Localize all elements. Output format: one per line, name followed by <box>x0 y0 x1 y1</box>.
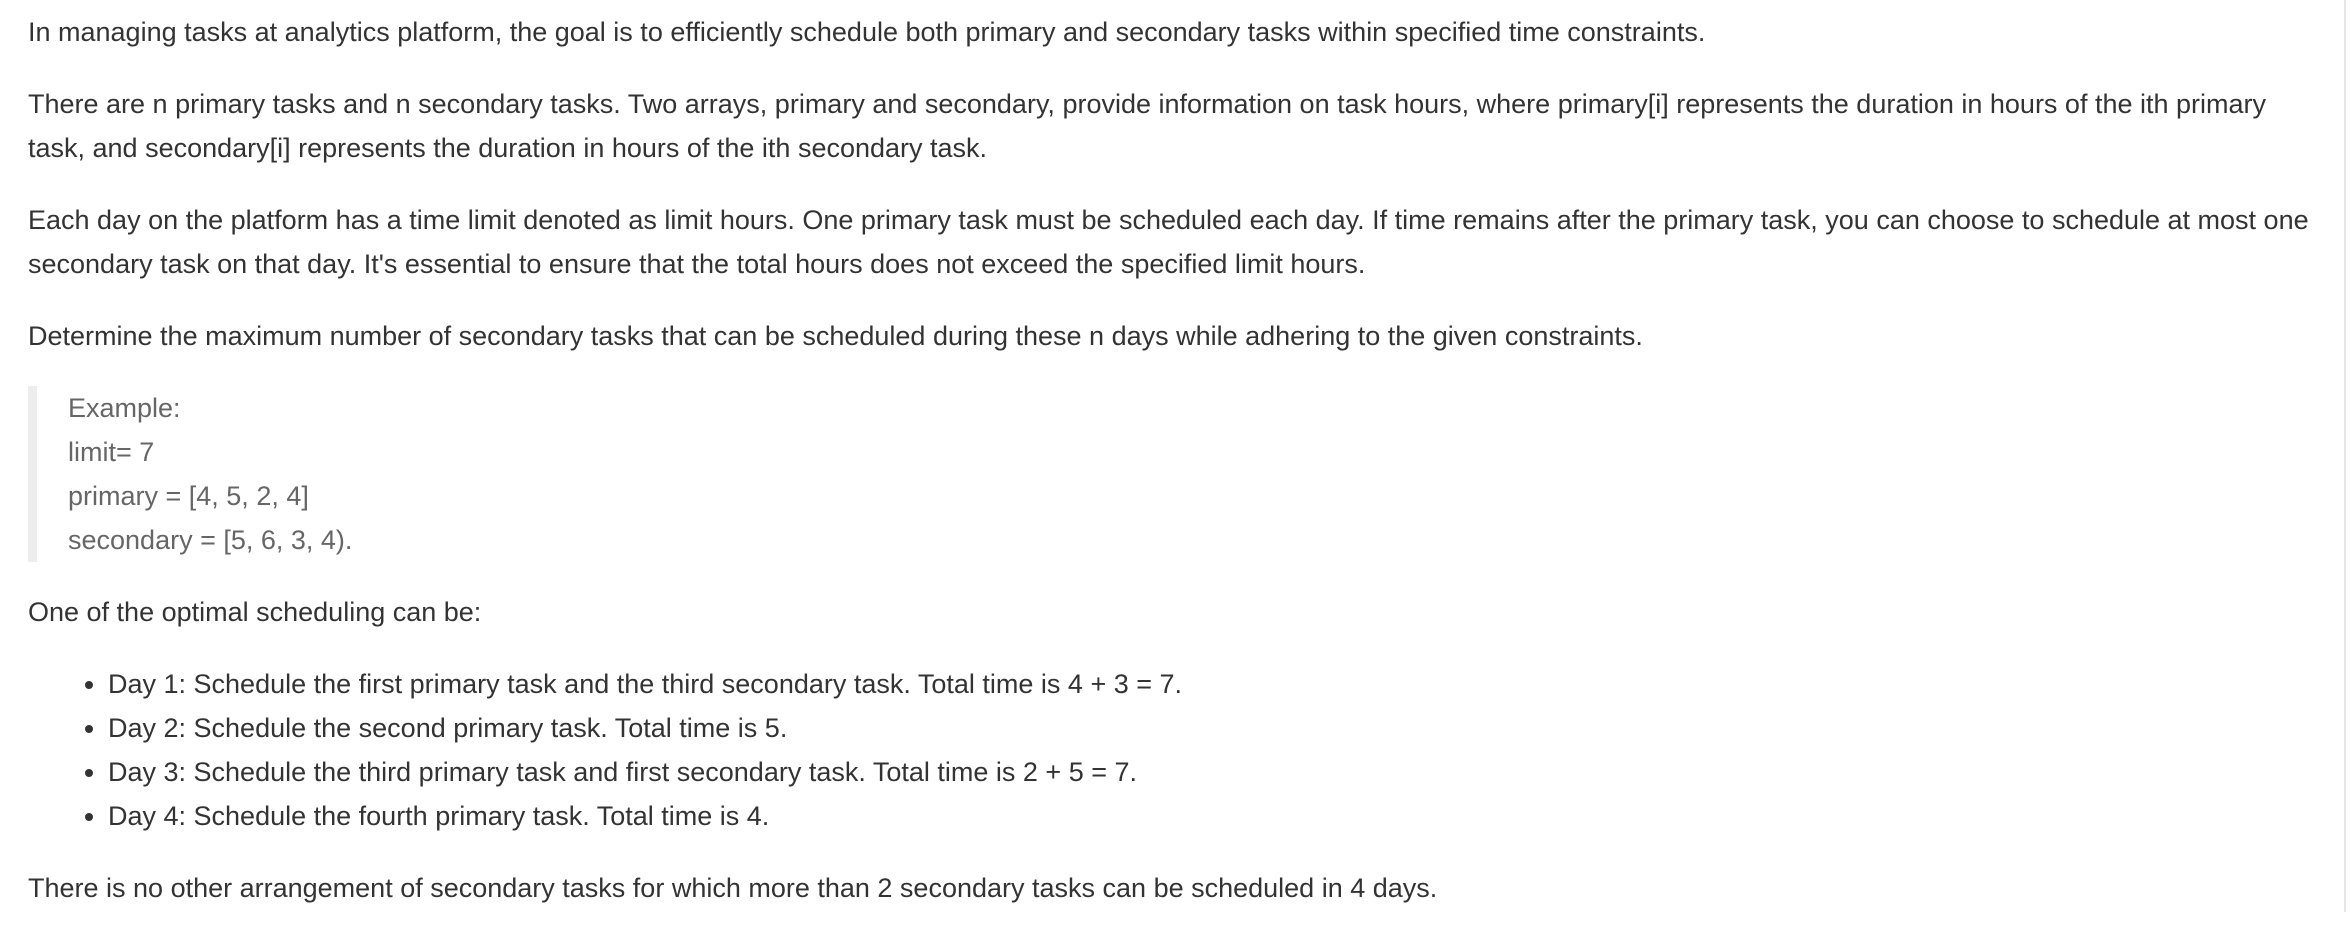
limit-paragraph: Each day on the platform has a time limit denoted as limit hours. One primary task must be scheduled each day. If time remains after the primary task, you can choose to schedule at most one secondary task on that day. It's essential to ensure that the total hours does not exceed the specified limit hours. <box>28 205 2309 279</box>
scrollbar[interactable] <box>2344 0 2352 912</box>
conclusion-paragraph: There is no other arrangement of secondary tasks for which more than 2 secondary tasks can be scheduled in 4 days. <box>28 873 1438 903</box>
list-item: • Day 3: Schedule the third primary task and first secondary task. Total time is 2 + 5 = 7. <box>108 750 2328 794</box>
list-item: • Day 1: Schedule the first primary task and the third secondary task. Total time is 4 + 3 = 7. <box>108 662 2328 706</box>
problem-statement <box>28 10 2328 938</box>
list-item: • Day 2: Schedule the second primary task. Total time is 5. <box>108 706 2328 750</box>
goal-paragraph: Determine the maximum number of secondary tasks that can be scheduled during these n days while adhering to the given constraints. <box>28 321 1643 351</box>
example-secondary: secondary = [5, 6, 3, 4). <box>68 525 353 555</box>
schedule-list <box>28 662 2328 838</box>
arrays-paragraph: There are n primary tasks and n secondary tasks. Two arrays, primary and secondary, provide information on task hours, where primary[i] represents the duration in hours of the ith primary task, and secondary[i] represents the duration in hours of the ith secondary task. <box>28 89 2267 163</box>
list-item: • Day 4: Schedule the fourth primary task. Total time is 4. <box>108 794 2328 838</box>
example-blockquote <box>28 386 2328 562</box>
intro-paragraph: In managing tasks at analytics platform, the goal is to efficiently schedule both primary and secondary tasks within specified time constraints. <box>28 17 1706 47</box>
schedule-intro: One of the optimal scheduling can be: <box>28 597 482 627</box>
example-heading: Example: <box>68 393 181 423</box>
example-limit: limit= 7 <box>68 437 155 467</box>
example-primary: primary = [4, 5, 2, 4] <box>68 481 309 511</box>
